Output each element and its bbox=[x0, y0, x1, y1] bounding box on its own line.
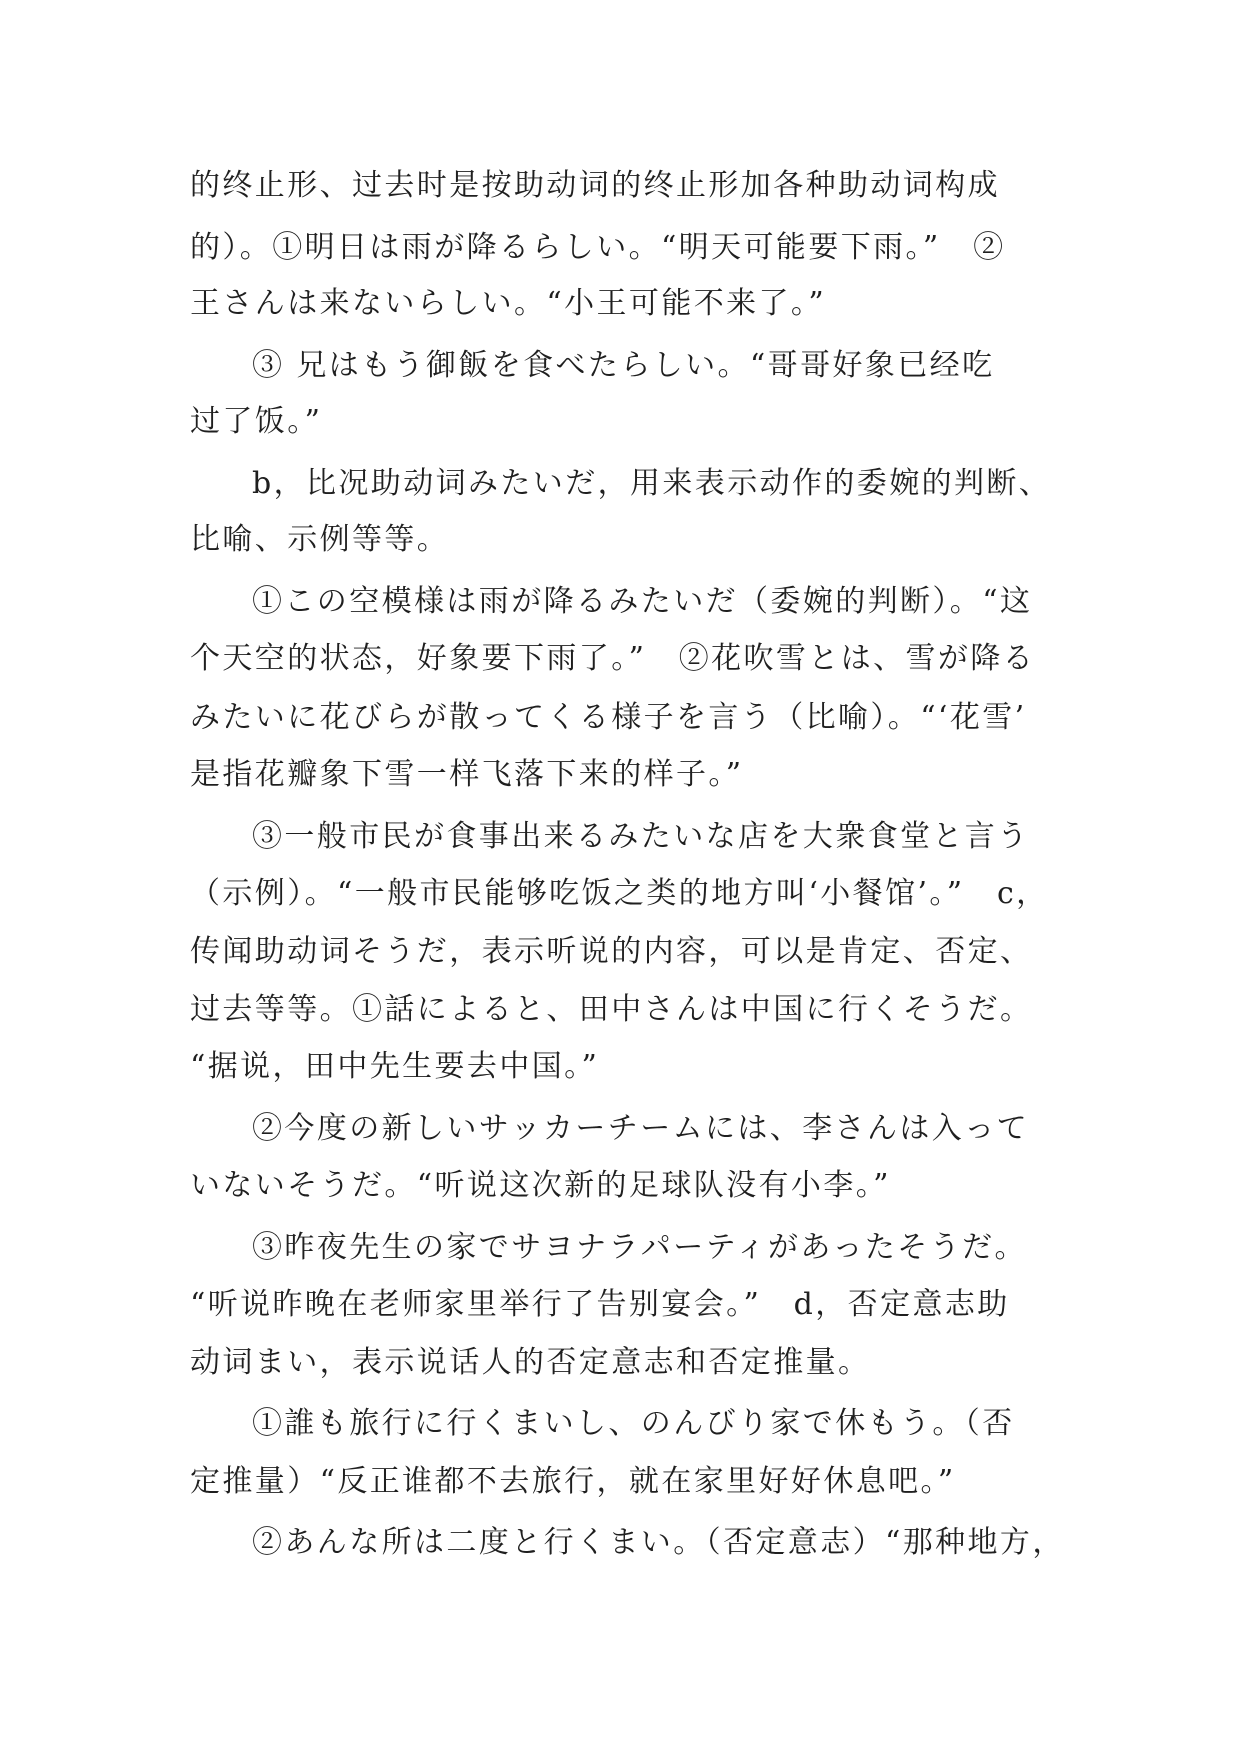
text-line: 是指花瓣象下雪一样飞落下来的样子。” bbox=[190, 757, 744, 792]
text-line: ①誰も旅行に行くまいし、のんびり家で休もう。（否 bbox=[252, 1406, 1015, 1441]
text-line: 定推量）“反正谁都不去旅行，就在家里好好休息吧。” bbox=[190, 1464, 956, 1499]
text-line: 传闻助动词そうだ，表示听说的内容，可以是肯定、否定、 bbox=[190, 934, 1033, 969]
text-line: “据说，田中先生要去中国。” bbox=[190, 1049, 600, 1084]
text-line: （示例）。“一般市民能够吃饭之类的地方叫‘小餐馆’。” c， bbox=[190, 876, 1049, 911]
text-line: ③一般市民が食事出来るみたいな店を大衆食堂と言う bbox=[252, 819, 1030, 854]
text-line: ①この空模様は雨が降るみたいだ（委婉的判断）。“这 bbox=[252, 584, 1033, 619]
text-line: b，比况助动词みたいだ，用来表示动作的委婉的判断、 bbox=[252, 466, 1052, 501]
text-line: いないそうだ。“听说这次新的足球队没有小李。” bbox=[190, 1168, 891, 1203]
text-line: 过了饭。” bbox=[190, 404, 323, 439]
text-line: 比喻、示例等等。 bbox=[190, 522, 450, 557]
text-line: 过去等等。①話によると、田中さんは中国に行くそうだ。 bbox=[190, 992, 1033, 1027]
text-line: 的终止形、过去时是按助动词的终止形加各种助动词构成 bbox=[190, 168, 1000, 203]
text-line: 动词まい，表示说话人的否定意志和否定推量。 bbox=[190, 1345, 871, 1380]
text-line: ③ 兄はもう御飯を食べたらしい。“哥哥好象已经吃 bbox=[252, 348, 995, 383]
text-line: 个天空的状态，好象要下雨了。” ②花吹雪とは、雪が降る bbox=[190, 641, 1036, 676]
text-line: “听说昨晚在老师家里举行了告别宴会。” d，否定意志助 bbox=[190, 1287, 1010, 1322]
text-line: 王さんは来ないらしい。“小王可能不来了。” bbox=[190, 286, 827, 321]
text-line: ③昨夜先生の家でサヨナラパーティがあったそうだ。 bbox=[252, 1230, 1027, 1265]
text-line: ②今度の新しいサッカーチームには、李さんは入って bbox=[252, 1111, 1029, 1146]
text-line: みたいに花びらが散ってくる様子を言う（比喻）。“‘花雪’ bbox=[190, 700, 1027, 735]
text-line: ②あんな所は二度と行くまい。（否定意志）“那种地方， bbox=[252, 1525, 1065, 1560]
text-line: 的）。①明日は雨が降るらしい。“明天可能要下雨。” ② bbox=[190, 230, 1006, 265]
